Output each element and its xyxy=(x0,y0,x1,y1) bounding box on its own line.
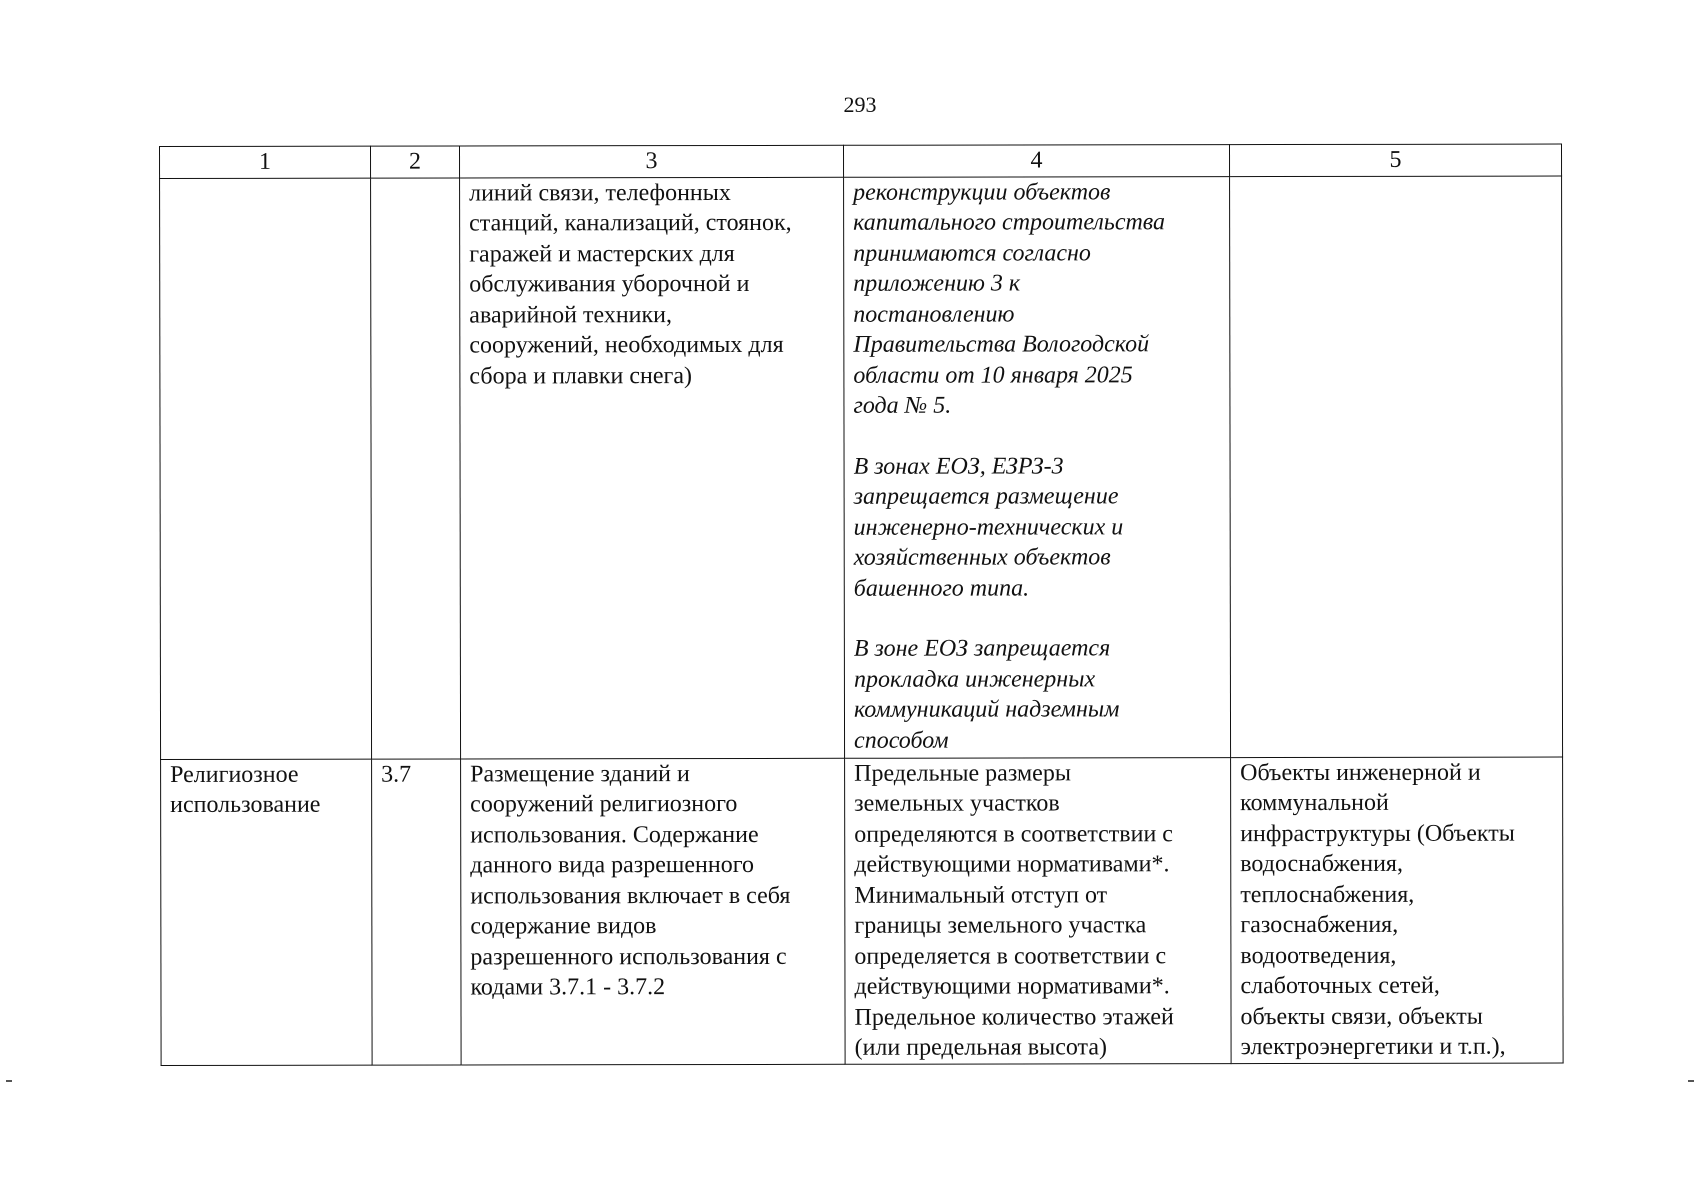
column-header-1: 1 xyxy=(160,146,371,178)
cell-description: Размещение зданий и сооружений религиозного использования. Содержание данного вида разрешенного использования включает в себя содержание видов разрешенного использования с кодами 3.7.1 - 3.7.2 xyxy=(461,758,846,1065)
column-header-4: 4 xyxy=(843,145,1229,177)
column-header-3: 3 xyxy=(460,145,844,177)
column-header-5: 5 xyxy=(1229,144,1561,176)
page-number: 293 xyxy=(843,92,877,117)
cell-code: 3.7 xyxy=(372,758,462,1064)
cell-auxiliary-uses: Объекты инженерной и коммунальной инфраструктуры (Объекты водоснабжения, теплоснабжения, газоснабжения, водоотведения, слаботочных сетей, объекты связи, объекты электроэнергетики и т.п.), xyxy=(1231,757,1564,1064)
cell-auxiliary-uses xyxy=(1230,176,1563,758)
scan-edge-mark xyxy=(1688,1080,1694,1082)
cell-parameters: Предельные размеры земельных участков определяются в соответствии с действующими нормативами*. Минимальный отступ от границы земельного участка определяется в соответствии с действующими нормативами*. Предельное количество этажей (или предельная высота) xyxy=(845,757,1232,1064)
table-row xyxy=(161,757,1564,1065)
regulations-table xyxy=(159,144,1564,1066)
cell-description: линий связи, телефонных станций, канализаций, стоянок, гаражей и мастерских для обслуживания уборочной и аварийной техники, сооружений, необходимых для сбора и плавки снега) xyxy=(460,177,845,759)
parameters-paragraph: В зонах ЕОЗ, ЕЗРЗ-3 запрещается размещение инженерно-технических и хозяйственных объектов башенного типа. xyxy=(853,452,1124,602)
scan-edge-mark xyxy=(6,1080,12,1082)
cell-parameters xyxy=(844,176,1231,758)
parameters-paragraph: реконструкции объектов капитального строительства принимаются согласно приложению 3 к постановлению Правительства Вологодской области от 10 января 2025 года № 5. xyxy=(853,178,1166,419)
parameters-paragraph: В зоне ЕОЗ запрещается прокладка инженерных коммуникаций надземным способом xyxy=(853,635,1120,754)
cell-use-type xyxy=(160,178,372,759)
column-header-2: 2 xyxy=(371,146,460,178)
cell-code xyxy=(371,177,461,758)
cell-use-type: Религиозное использование xyxy=(161,759,373,1065)
table-header-row xyxy=(160,144,1562,178)
table-row xyxy=(160,176,1563,759)
